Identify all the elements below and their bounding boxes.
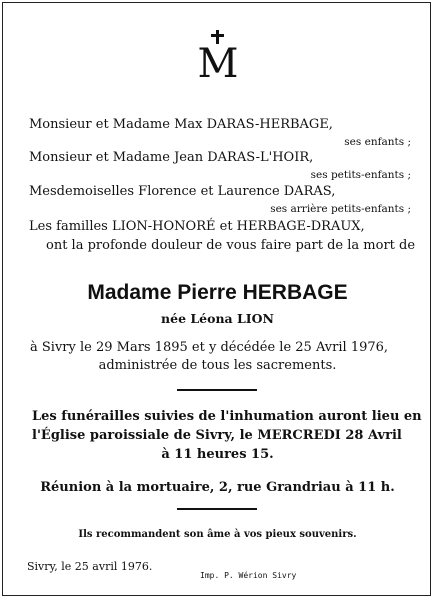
family-role: ses arrière petits-enfants ; <box>270 203 411 215</box>
funeral-line: Les funérailles suivies de l'inhumation auront lieu en <box>32 409 422 424</box>
funeral-time: à 11 heures 15. <box>161 447 274 462</box>
family-role: ses petits-enfants ; <box>310 169 411 181</box>
funeral-line: l'Église paroissiale de Sivry, le MERCREDI 28 Avril <box>32 428 402 443</box>
place-date: Sivry, le 25 avril 1976. <box>27 560 153 573</box>
family-role: ses enfants ; <box>344 136 411 148</box>
family-line: Monsieur et Madame Jean DARAS-L'HOIR, <box>29 150 314 165</box>
maiden-name: née Léona LION <box>161 311 274 326</box>
family-line: Mesdemoiselles Florence et Laurence DARAS, <box>29 184 336 199</box>
sacraments-line: administrée de tous les sacrements. <box>98 358 337 373</box>
meeting-line: Réunion à la mortuaire, 2, rue Grandriau à 11 h. <box>40 480 395 495</box>
birth-death-dates: à Sivry le 29 Mars 1895 et y décédée le 25 Avril 1976, <box>30 340 389 355</box>
divider <box>177 508 257 510</box>
announcement: ont la profonde douleur de vous faire part de la mort de <box>46 238 416 253</box>
cross-monogram-icon <box>196 28 240 80</box>
deceased-name: Madame Pierre HERBAGE <box>87 281 348 304</box>
printer-credit: Imp. P. Wérion Sivry <box>200 571 297 580</box>
family-line: Les familles LION-HONORÉ et HERBAGE-DRAUX, <box>29 219 365 234</box>
divider <box>177 389 257 391</box>
family-line: Monsieur et Madame Max DARAS-HERBAGE, <box>29 117 333 132</box>
recommendation: Ils recommandent son âme à vos pieux souvenirs. <box>78 529 357 540</box>
svg-text:M: M <box>197 41 239 80</box>
